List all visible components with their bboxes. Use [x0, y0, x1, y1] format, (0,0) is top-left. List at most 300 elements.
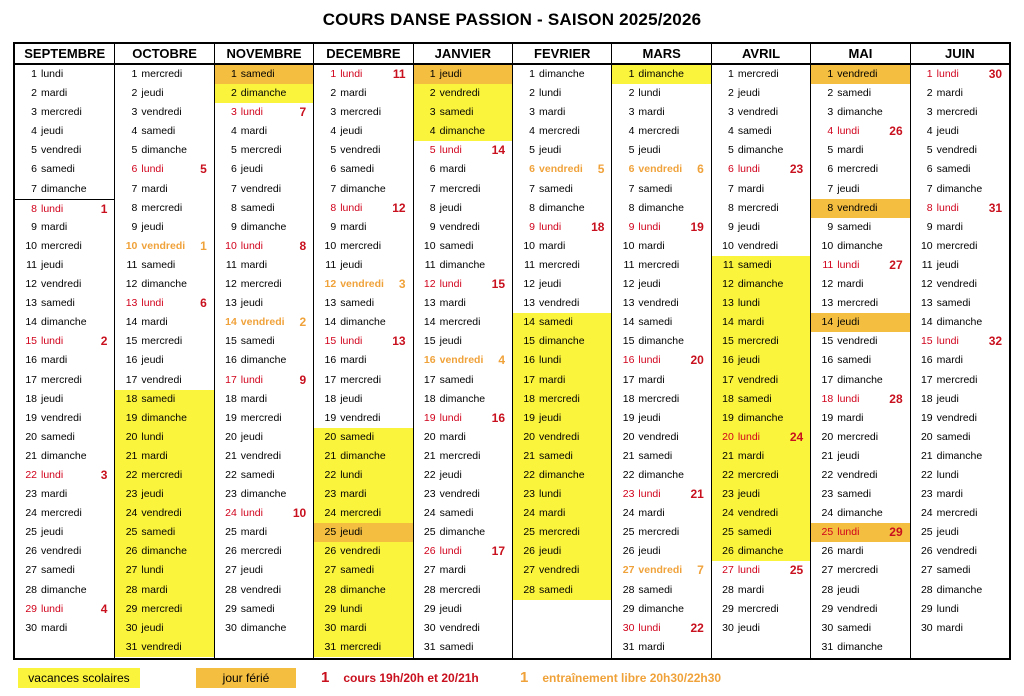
day-number: 26 — [722, 545, 734, 558]
day-number: 24 — [722, 507, 734, 520]
day-number: 11 — [921, 258, 933, 271]
day-number: 29 — [423, 602, 436, 615]
day-number: 22 — [821, 468, 834, 481]
day-number: 24 — [622, 507, 635, 520]
legend-class-label: cours 19h/20h et 20/21h — [343, 671, 479, 685]
day-name: dimanche — [340, 449, 386, 462]
day-name: mercredi — [439, 583, 481, 596]
day-name: vendredi — [41, 144, 82, 157]
day-number: 7 — [827, 182, 834, 195]
day-name: dimanche — [41, 316, 87, 329]
day-name: vendredi — [638, 163, 683, 176]
session-number: 12 — [392, 200, 406, 215]
day-number: 17 — [722, 373, 734, 386]
day-cell — [612, 561, 710, 580]
day-cell — [314, 561, 412, 580]
day-cell — [414, 199, 512, 218]
day-cell — [414, 256, 512, 275]
day-number: 31 — [622, 640, 635, 653]
day-cell — [414, 180, 512, 199]
day-cell — [811, 409, 909, 428]
day-name: vendredi — [240, 583, 282, 596]
day-cell — [414, 294, 512, 313]
day-number: 10 — [25, 239, 37, 252]
day-cell — [314, 638, 412, 657]
day-name: mardi — [141, 449, 168, 462]
day-cell — [712, 466, 810, 485]
day-cell — [414, 103, 512, 122]
day-cell — [911, 65, 1009, 84]
day-name: dimanche — [638, 468, 684, 481]
day-number: 20 — [225, 430, 237, 443]
day-number: 24 — [324, 507, 337, 520]
day-cell — [115, 199, 213, 218]
day-cell — [911, 523, 1009, 542]
day-name: vendredi — [539, 430, 580, 443]
day-number: 6 — [429, 163, 436, 176]
day-name: lundi — [141, 163, 164, 176]
day-name: vendredi — [837, 201, 878, 214]
day-number: 16 — [920, 354, 933, 367]
day-number: 16 — [125, 354, 138, 367]
day-number: 7 — [330, 182, 337, 195]
day-cell — [215, 65, 313, 84]
day-number: 10 — [722, 239, 734, 252]
day-cell — [513, 218, 611, 237]
day-number: 15 — [125, 335, 138, 348]
day-name: samedi — [638, 449, 673, 462]
day-name: jeudi — [936, 526, 959, 539]
day-number: 24 — [423, 507, 436, 520]
day-number: 26 — [622, 545, 635, 558]
day-number: 11 — [424, 258, 436, 271]
day-cell — [215, 199, 313, 218]
day-name: mercredi — [141, 468, 183, 481]
day-cell — [811, 638, 909, 657]
day-number: 10 — [423, 239, 436, 252]
day-cell — [911, 619, 1009, 638]
day-number: 12 — [125, 278, 138, 291]
day-cell — [712, 199, 810, 218]
day-number: 12 — [821, 278, 834, 291]
day-name: jeudi — [936, 392, 959, 405]
day-number: 22 — [622, 468, 635, 481]
day-name: lundi — [638, 621, 661, 634]
day-name: vendredi — [936, 545, 977, 558]
day-name: lundi — [936, 335, 959, 348]
day-name: mercredi — [240, 278, 282, 291]
day-cell — [612, 237, 710, 256]
day-number: 7 — [31, 182, 37, 195]
session-number: 4 — [100, 601, 108, 616]
day-number: 9 — [131, 220, 138, 233]
day-cell — [215, 409, 313, 428]
day-number: 13 — [622, 297, 635, 310]
day-name: mercredi — [539, 258, 580, 271]
day-cell — [215, 351, 313, 370]
day-name: jeudi — [936, 125, 959, 138]
day-name: mercredi — [837, 564, 879, 577]
day-cell — [414, 523, 512, 542]
day-name: mercredi — [41, 239, 82, 252]
day-name: jeudi — [240, 564, 263, 577]
day-number: 12 — [423, 278, 436, 291]
day-name: mardi — [539, 373, 566, 386]
day-name: samedi — [240, 201, 275, 214]
day-cell — [513, 542, 611, 561]
day-name: jeudi — [539, 411, 562, 424]
day-number: 13 — [225, 297, 237, 310]
day-cell — [414, 371, 512, 390]
day-name: lundi — [936, 201, 959, 214]
day-name: jeudi — [439, 201, 462, 214]
day-number: 9 — [230, 220, 237, 233]
day-cell — [712, 256, 810, 275]
day-name: mercredi — [41, 373, 82, 386]
day-number: 6 — [330, 163, 337, 176]
day-cell — [811, 504, 909, 523]
day-cell — [811, 371, 909, 390]
day-number: 6 — [827, 163, 834, 176]
day-name: dimanche — [141, 144, 187, 157]
day-number: 20 — [125, 430, 138, 443]
day-name: samedi — [41, 430, 75, 443]
day-number: 24 — [523, 507, 536, 520]
day-name: vendredi — [340, 411, 381, 424]
session-number: 19 — [690, 219, 704, 234]
day-number: 15 — [423, 335, 436, 348]
day-cell — [115, 600, 213, 619]
day-cell — [414, 237, 512, 256]
day-name: jeudi — [240, 430, 263, 443]
day-cell — [115, 390, 213, 409]
day-number: 19 — [324, 411, 337, 424]
day-cell — [911, 447, 1009, 466]
day-name: mercredi — [240, 411, 282, 424]
day-number: 29 — [225, 602, 237, 615]
session-number: 29 — [889, 525, 903, 540]
day-number: 23 — [523, 488, 536, 501]
day-cell — [314, 313, 412, 332]
day-name: jeudi — [240, 163, 263, 176]
day-cell — [314, 428, 412, 447]
session-number: 6 — [697, 162, 704, 177]
page-title: COURS DANSE PASSION - SAISON 2025/2026 — [322, 10, 702, 29]
day-cell — [712, 428, 810, 447]
day-number: 18 — [622, 392, 635, 405]
day-number: 16 — [25, 354, 37, 367]
day-cell — [215, 542, 313, 561]
day-number: 24 — [225, 507, 237, 520]
day-cell — [911, 180, 1009, 199]
session-number: 14 — [491, 143, 506, 158]
day-cell — [15, 371, 114, 390]
session-number: 28 — [889, 391, 903, 406]
day-name: lundi — [340, 602, 363, 615]
day-number: 12 — [25, 278, 37, 291]
day-number: 22 — [423, 468, 436, 481]
day-number: 13 — [722, 297, 734, 310]
day-name: lundi — [539, 220, 562, 233]
day-name: dimanche — [539, 335, 585, 348]
day-name: jeudi — [340, 258, 363, 271]
day-number: 23 — [225, 488, 237, 501]
day-cell — [612, 581, 710, 600]
day-number: 13 — [125, 297, 138, 310]
day-cell — [513, 65, 611, 84]
day-number: 4 — [131, 125, 138, 138]
session-number: 2 — [100, 334, 108, 349]
day-number: 2 — [926, 87, 933, 100]
day-name: jeudi — [638, 411, 661, 424]
day-cell — [612, 275, 710, 294]
day-number: 24 — [821, 507, 834, 520]
day-cell — [513, 160, 611, 179]
day-number: 27 — [225, 564, 237, 577]
day-cell — [513, 141, 611, 160]
day-name: mercredi — [638, 125, 680, 138]
day-number: 14 — [622, 316, 635, 329]
day-number: 10 — [622, 239, 635, 252]
day-number: 18 — [125, 392, 138, 405]
day-number: 1 — [529, 68, 536, 80]
day-name: dimanche — [837, 239, 883, 252]
day-cell — [15, 294, 114, 313]
day-cell — [811, 160, 909, 179]
day-cell — [513, 523, 611, 542]
day-cell — [811, 600, 909, 619]
day-name: mardi — [240, 125, 268, 138]
day-cell — [414, 638, 512, 657]
day-name: lundi — [837, 526, 860, 539]
day-name: mardi — [141, 182, 168, 195]
day-cell — [15, 581, 114, 600]
day-cell — [811, 428, 909, 447]
day-number: 27 — [920, 564, 933, 577]
day-cell — [314, 523, 412, 542]
legend-public-holiday: jour férié — [196, 668, 296, 688]
day-name: jeudi — [340, 392, 363, 405]
day-number: 22 — [523, 468, 536, 481]
day-name: mardi — [340, 354, 367, 367]
day-number: 3 — [529, 106, 536, 119]
day-cell — [115, 256, 213, 275]
day-number: 6 — [628, 163, 635, 176]
day-name: dimanche — [539, 68, 585, 80]
day-name: mardi — [936, 354, 963, 367]
day-cell — [314, 218, 412, 237]
day-number: 25 — [920, 526, 933, 539]
day-cell — [911, 409, 1009, 428]
day-number: 25 — [523, 526, 536, 539]
day-name: mardi — [439, 297, 466, 310]
day-name: samedi — [141, 125, 176, 138]
day-cell — [811, 313, 909, 332]
day-cell — [115, 447, 213, 466]
day-cell — [314, 65, 412, 84]
day-number: 28 — [722, 583, 734, 596]
day-cell — [612, 447, 710, 466]
day-cell — [911, 390, 1009, 409]
day-cell — [115, 218, 213, 237]
day-cell — [115, 180, 213, 199]
day-cell — [414, 581, 512, 600]
day-name: jeudi — [41, 392, 64, 405]
day-name: samedi — [240, 68, 275, 80]
day-name: mardi — [936, 220, 963, 233]
day-name: vendredi — [638, 430, 679, 443]
day-cell — [811, 122, 909, 141]
day-name: vendredi — [340, 545, 381, 558]
day-cell — [612, 103, 710, 122]
day-number: 16 — [225, 354, 237, 367]
day-number: 31 — [423, 640, 436, 653]
day-name: lundi — [240, 507, 263, 520]
day-cell — [15, 619, 114, 638]
day-cell — [115, 84, 213, 103]
day-cell — [215, 619, 313, 638]
day-number: 28 — [324, 583, 337, 596]
day-name: jeudi — [141, 354, 164, 367]
session-number: 32 — [988, 334, 1003, 349]
day-cell — [414, 122, 512, 141]
day-number: 17 — [25, 373, 37, 386]
day-name: mardi — [936, 488, 963, 501]
day-number: 19 — [722, 411, 734, 424]
session-number: 24 — [789, 429, 804, 444]
session-number: 2 — [299, 315, 307, 330]
day-cell — [612, 428, 710, 447]
month-header: NOVEMBRE — [215, 44, 313, 65]
day-number: 12 — [523, 278, 536, 291]
day-name: jeudi — [141, 621, 164, 634]
day-cell — [115, 638, 213, 657]
day-cell — [612, 84, 710, 103]
session-number: 25 — [789, 563, 804, 578]
session-number: 22 — [690, 620, 704, 635]
day-number: 13 — [423, 297, 436, 310]
day-cell — [414, 485, 512, 504]
day-cell — [15, 428, 114, 447]
day-cell — [811, 65, 909, 84]
day-number: 4 — [827, 125, 834, 138]
day-cell — [15, 351, 114, 370]
day-cell — [215, 466, 313, 485]
day-name: vendredi — [141, 106, 182, 119]
day-name: lundi — [638, 87, 661, 100]
day-name: mardi — [837, 144, 864, 157]
month-header: OCTOBRE — [115, 44, 213, 65]
day-name: mardi — [41, 354, 68, 367]
day-name: mardi — [539, 106, 566, 119]
day-name: dimanche — [936, 449, 983, 462]
day-number: 15 — [324, 335, 337, 348]
month-header: DECEMBRE — [314, 44, 412, 65]
day-cell — [115, 103, 213, 122]
day-number: 12 — [622, 278, 635, 291]
day-cell — [612, 313, 710, 332]
day-cell — [612, 256, 710, 275]
day-name: mercredi — [837, 163, 879, 176]
day-name: jeudi — [638, 144, 661, 157]
day-cell — [811, 84, 909, 103]
day-name: mercredi — [141, 68, 183, 80]
day-name: dimanche — [638, 335, 684, 348]
session-number: 17 — [491, 544, 506, 559]
day-name: dimanche — [837, 106, 883, 119]
day-cell — [15, 218, 114, 237]
day-cell — [215, 600, 313, 619]
day-cell — [215, 523, 313, 542]
day-cell — [911, 122, 1009, 141]
day-cell — [314, 409, 412, 428]
day-number: 16 — [423, 354, 436, 367]
day-name: jeudi — [737, 621, 761, 634]
day-cell — [414, 619, 512, 638]
day-number: 27 — [523, 564, 536, 577]
day-name: mercredi — [439, 316, 481, 329]
day-name: lundi — [340, 201, 363, 214]
day-number: 15 — [821, 335, 834, 348]
day-cell — [911, 542, 1009, 561]
day-cell — [15, 275, 114, 294]
day-name: samedi — [41, 297, 75, 310]
day-number: 17 — [225, 373, 237, 386]
day-name: mardi — [340, 621, 367, 634]
day-name: mercredi — [936, 106, 978, 119]
day-name: dimanche — [638, 68, 684, 80]
day-cell — [314, 237, 412, 256]
day-cell — [215, 122, 313, 141]
day-name: samedi — [539, 583, 573, 596]
day-name: lundi — [141, 297, 164, 310]
day-cell — [513, 485, 611, 504]
day-number: 2 — [827, 87, 834, 100]
day-number: 24 — [125, 507, 138, 520]
day-number: 7 — [429, 182, 436, 195]
day-cell — [314, 199, 412, 218]
day-number: 11 — [524, 258, 536, 271]
day-name: jeudi — [837, 583, 860, 596]
day-number: 4 — [429, 125, 436, 138]
day-name: jeudi — [837, 182, 860, 195]
day-cell — [15, 409, 114, 428]
legend-free-label: entraînement libre 20h30/22h30 — [542, 671, 722, 685]
day-number: 13 — [25, 297, 37, 310]
day-number: 23 — [622, 488, 635, 501]
day-number: 18 — [920, 392, 933, 405]
day-name: samedi — [439, 507, 474, 520]
day-name: dimanche — [141, 411, 187, 424]
day-name: mardi — [141, 316, 168, 329]
day-cell — [115, 141, 213, 160]
month-header: AVRIL — [712, 44, 810, 65]
day-number: 27 — [324, 564, 337, 577]
day-cell — [15, 199, 114, 218]
day-number: 18 — [423, 392, 436, 405]
day-name: samedi — [837, 621, 872, 634]
day-number: 31 — [324, 640, 337, 653]
day-name: dimanche — [936, 316, 983, 329]
day-name: samedi — [737, 392, 772, 405]
day-number: 25 — [125, 526, 138, 539]
day-number: 4 — [628, 125, 635, 138]
day-cell — [612, 523, 710, 542]
day-number: 15 — [920, 335, 933, 348]
day-name: dimanche — [240, 488, 287, 501]
day-number: 3 — [628, 106, 635, 119]
day-name: jeudi — [638, 545, 661, 558]
